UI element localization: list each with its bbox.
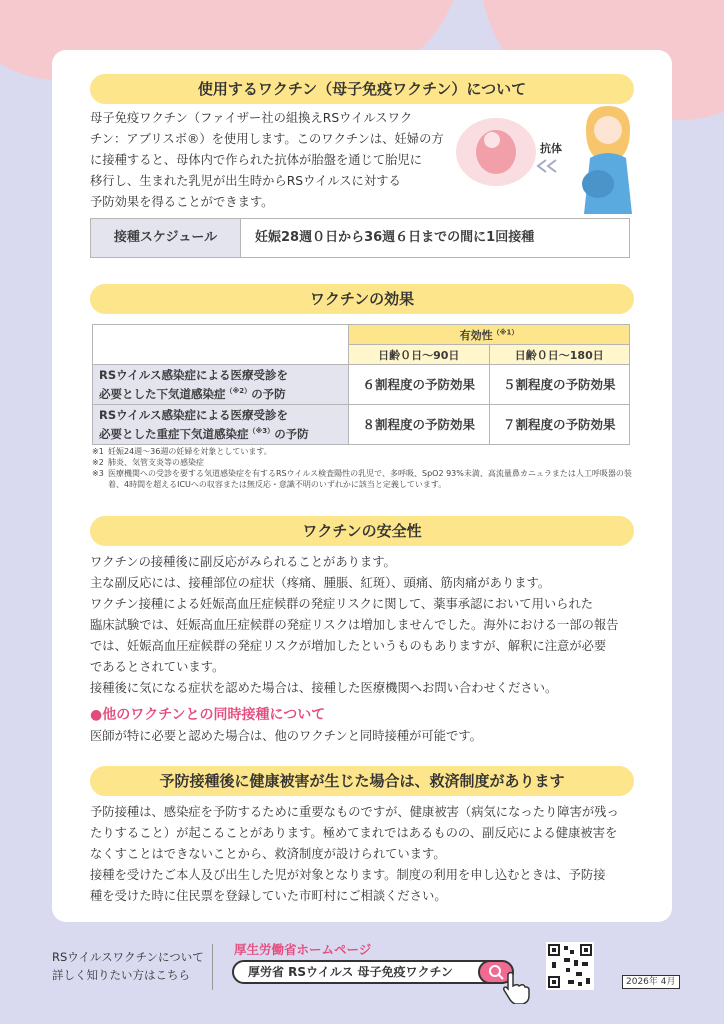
- section-title-vaccine: 使用するワクチン（母子免疫ワクチン）について: [90, 74, 634, 104]
- table-header-col1: 日齢０日〜90日: [349, 345, 490, 365]
- footer-info: [52, 948, 204, 984]
- row-value: ８割程度の予防効果: [349, 404, 490, 444]
- intro-line: に接種すると、母体内で作られた抗体が胎盤を通じて胎児に: [90, 153, 423, 167]
- relief-line: たりすること）が起こることがあります。極めてまれではあるものの、副反応による健康被害を: [90, 826, 618, 840]
- table-corner: [93, 325, 349, 365]
- safety-line: 接種後に気になる症状を認めた場合は、接種した医療機関へお問い合わせください。: [90, 681, 558, 695]
- footer-divider: [212, 944, 213, 990]
- pregnant-woman-illustration: [448, 94, 638, 214]
- row-value: ５割程度の予防効果: [489, 365, 630, 405]
- safety-line: 臨床試験では、妊娠高血圧症候群の発症リスクは増加しませんでした。海外における一部の報告: [90, 618, 619, 632]
- safety-text: [90, 552, 638, 699]
- intro-line: 移行し、生まれた乳児が出生時からRSウイルスに対する: [90, 174, 401, 188]
- schedule-label: 接種スケジュール: [91, 219, 241, 257]
- row-value: ６割程度の予防効果: [349, 365, 490, 405]
- intro-text: [90, 108, 446, 213]
- intro-line: チン：アブリスボ®）を使用します。このワクチンは、妊婦の方: [90, 132, 444, 146]
- table-row: [93, 404, 630, 444]
- safety-line: ワクチン接種による妊娠高血圧症候群の発症リスクに関して、薬事承認において用いられた: [90, 597, 594, 611]
- antibody-label: 抗体: [540, 142, 562, 155]
- row-value: ７割程度の予防効果: [489, 404, 630, 444]
- footnotes: [92, 446, 638, 490]
- table-header-col2: 日齢０日〜180日: [489, 345, 630, 365]
- concurrent-heading: ●他のワクチンとの同時接種について: [90, 707, 326, 723]
- footer-line: 詳しく知りたい方はこちら: [52, 968, 190, 982]
- safety-line: ワクチンの接種後に副反応がみられることがあります。: [90, 555, 396, 569]
- search-input[interactable]: 厚労省 RSウイルス 母子免疫ワクチン: [232, 960, 512, 984]
- relief-line: なくすことはできないことから、救済制度が設けられています。: [90, 847, 446, 861]
- safety-line: では、妊娠高血圧症候群の発症リスクが増加したというものもありますが、解釈に注意が必要: [90, 639, 607, 653]
- relief-text: [90, 802, 638, 907]
- intro-line: 予防効果を得ることができます。: [90, 195, 274, 209]
- section-title-efficacy: ワクチンの効果: [90, 284, 634, 314]
- relief-line: 予防接種は、感染症を予防するために重要なものですが、健康被害（病気になったり障害が残っ: [90, 805, 619, 819]
- efficacy-table: [92, 324, 630, 445]
- relief-line: 種を受けた時に住民票を登録していた市町村にご相談ください。: [90, 889, 447, 903]
- content-card: [52, 50, 672, 922]
- relief-line: 接種を受けたご本人及び出生した児が対象となります。制度の利用を申し込むときは、予防接: [90, 868, 606, 882]
- row-label: RSウイルス感染症による医療受診を 必要とした重症下気道感染症$^{(※3)}$の予防: [93, 404, 349, 444]
- safety-line: 主な副反応には、接種部位の症状（疼痛、腫脹、紅斑）、頭痛、筋肉痛があります。: [90, 576, 551, 590]
- table-header-efficacy: 有効性$^{(※1)}$: [349, 325, 630, 345]
- intro-line: 母子免疫ワクチン（ファイザー社の組換えRSウイルスワク: [90, 111, 413, 125]
- section-title-relief: 予防接種後に健康被害が生じた場合は、救済制度があります: [90, 766, 634, 796]
- schedule-value: 妊娠28週０日から36週６日までの間に1回接種: [255, 230, 535, 245]
- qr-code: [546, 942, 594, 990]
- footnote: ※1 妊娠24週〜36週の妊婦を対象としています。: [92, 447, 272, 456]
- footer-line: RSウイルスワクチンについて: [52, 950, 204, 964]
- site-label: 厚生労働省ホームページ: [234, 942, 372, 957]
- footnote: ※2 肺炎、気管支炎等の感染症: [92, 458, 204, 467]
- schedule-box: [90, 218, 630, 258]
- arrow-icon: [538, 160, 556, 172]
- footnote: ※3 医療機関への受診を要する気道感染症を有するRSウイルス検査陽性の乳児で、多呼吸、SpO2 93%未満、高流量鼻カニュラまたは人工呼吸器の装着、4時間を超えるICUへの収容または無反応・意識不明のいずれかに該当と定義しています。: [92, 469, 632, 489]
- face-shape: [594, 116, 622, 144]
- safety-line: であるとされています。: [90, 660, 225, 674]
- table-row: [93, 365, 630, 405]
- section-title-safety: ワクチンの安全性: [90, 516, 634, 546]
- concurrent-text: 医師が特に必要と認めた場合は、他のワクチンと同時接種が可能です。: [90, 729, 482, 743]
- issue-date: 2026年 4月: [622, 975, 680, 989]
- row-label: RSウイルス感染症による医療受診を 必要とした下気道感染症$^{(※2)}$の予防: [93, 365, 349, 405]
- pointer-hand-icon: [500, 970, 532, 1004]
